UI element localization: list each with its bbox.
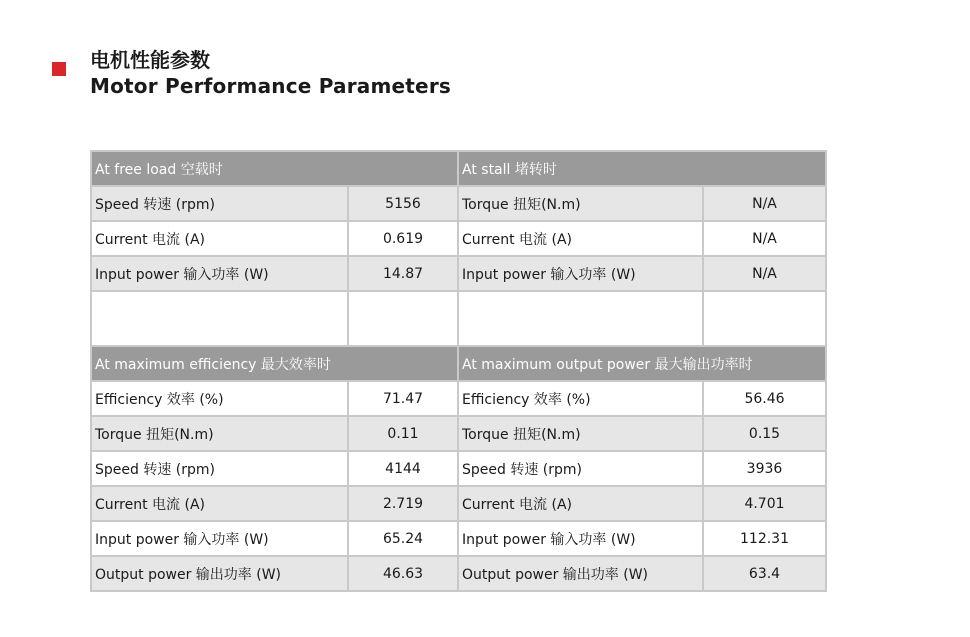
empty-cell <box>703 291 826 346</box>
empty-cell <box>91 291 348 346</box>
table-row <box>91 256 826 291</box>
cell-label: Efficiency 效率 (%) <box>458 381 703 416</box>
max-output-power-header: At maximum output power 最大输出功率时 <box>458 346 826 381</box>
cell-value: N/A <box>703 221 826 256</box>
free-load-header: At free load 空载时 <box>91 151 458 186</box>
table-row <box>91 556 826 591</box>
cell-value: N/A <box>703 186 826 221</box>
cell-label: Current 电流 (A) <box>458 486 703 521</box>
empty-cell <box>458 291 703 346</box>
cell-value: 0.619 <box>348 221 458 256</box>
cell-value: 46.63 <box>348 556 458 591</box>
cell-label: Input power 输入功率 (W) <box>458 256 703 291</box>
cell-value: 14.87 <box>348 256 458 291</box>
cell-value: 4144 <box>348 451 458 486</box>
cell-label: Efficiency 效率 (%) <box>91 381 348 416</box>
table-row <box>91 381 826 416</box>
cell-label: Current 电流 (A) <box>91 221 348 256</box>
cell-label: Speed 转速 (rpm) <box>91 186 348 221</box>
table-header-row <box>91 346 826 381</box>
cell-value: 63.4 <box>703 556 826 591</box>
cell-value: 0.15 <box>703 416 826 451</box>
empty-cell <box>348 291 458 346</box>
blank-row <box>91 291 826 346</box>
cell-value: 2.719 <box>348 486 458 521</box>
cell-label: Torque 扭矩(N.m) <box>458 416 703 451</box>
cell-value: 56.46 <box>703 381 826 416</box>
table-header-row <box>91 151 826 186</box>
cell-value: 0.11 <box>348 416 458 451</box>
cell-label: Input power 输入功率 (W) <box>91 256 348 291</box>
cell-label: Input power 输入功率 (W) <box>91 521 348 556</box>
table-row <box>91 416 826 451</box>
performance-table <box>90 150 827 592</box>
page-title-english: Motor Performance Parameters <box>90 74 451 98</box>
cell-value: 3936 <box>703 451 826 486</box>
cell-label: Output power 输出功率 (W) <box>458 556 703 591</box>
table-row <box>91 451 826 486</box>
cell-value: 4.701 <box>703 486 826 521</box>
cell-label: Input power 输入功率 (W) <box>458 521 703 556</box>
cell-label: Output power 输出功率 (W) <box>91 556 348 591</box>
table-row <box>91 486 826 521</box>
cell-label: Current 电流 (A) <box>91 486 348 521</box>
cell-value: 112.31 <box>703 521 826 556</box>
table-row <box>91 521 826 556</box>
table-row <box>91 221 826 256</box>
cell-label: Speed 转速 (rpm) <box>91 451 348 486</box>
table-row <box>91 186 826 221</box>
stall-header: At stall 堵转时 <box>458 151 826 186</box>
cell-value: 71.47 <box>348 381 458 416</box>
cell-label: Torque 扭矩(N.m) <box>91 416 348 451</box>
cell-value: 65.24 <box>348 521 458 556</box>
cell-label: Current 电流 (A) <box>458 221 703 256</box>
red-square-marker <box>52 62 66 76</box>
cell-label: Torque 扭矩(N.m) <box>458 186 703 221</box>
page-title-chinese: 电机性能参数 <box>90 48 210 72</box>
cell-label: Speed 转速 (rpm) <box>458 451 703 486</box>
cell-value: 5156 <box>348 186 458 221</box>
max-efficiency-header: At maximum efficiency 最大效率时 <box>91 346 458 381</box>
cell-value: N/A <box>703 256 826 291</box>
